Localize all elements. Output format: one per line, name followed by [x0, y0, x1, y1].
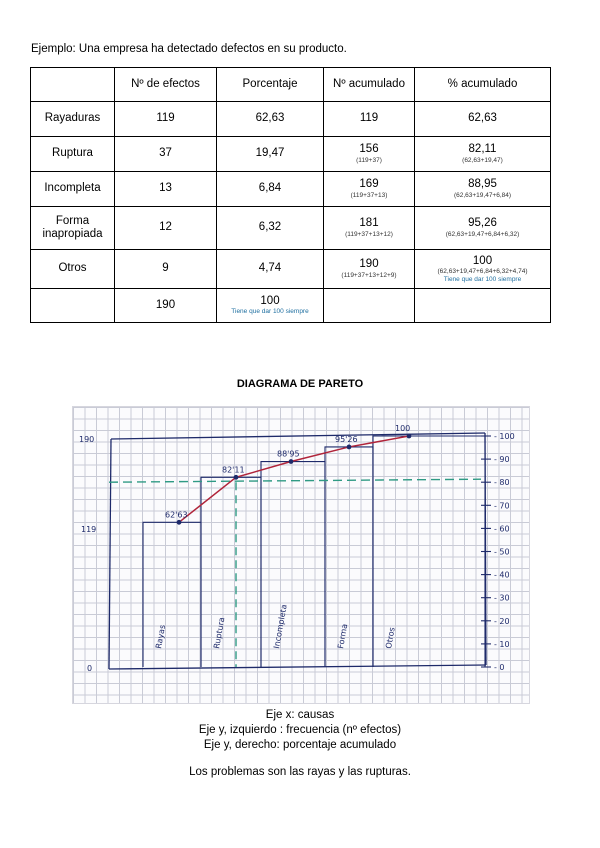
table-total-row [31, 289, 551, 323]
header-cell: Nº de efectos [115, 68, 217, 102]
bar-label: Ruptura [212, 616, 227, 650]
empty-cell [415, 289, 551, 323]
cum-cell [324, 137, 415, 172]
empty-cell [31, 289, 115, 323]
cause-cell: Otros [31, 250, 115, 289]
total-count-cell: 190 [115, 289, 217, 323]
table-row [31, 207, 551, 250]
pareto-diagram [72, 406, 530, 704]
empty-cell [324, 289, 415, 323]
cumulative-point [234, 475, 239, 480]
point-label: 62'63 [165, 510, 188, 520]
right-axis-label: - 90 [494, 455, 510, 465]
cumulative-point [289, 459, 294, 464]
header-cell [31, 68, 115, 102]
cumulative-point [407, 434, 412, 439]
table-row [31, 102, 551, 137]
right-axis-label: - 70 [494, 501, 510, 511]
cum-cell [324, 102, 415, 137]
table-row [31, 172, 551, 207]
cum-cell [324, 172, 415, 207]
diagram-title: DIAGRAMA DE PARETO [236, 378, 364, 390]
table-row [31, 137, 551, 172]
count-cell: 119 [115, 102, 217, 137]
right-axis-label: - 50 [494, 547, 510, 557]
cum-value: 156 [359, 143, 379, 156]
left-axis-label: 0 [87, 664, 93, 673]
total-pct-value: 100 [260, 294, 280, 307]
count-cell: 12 [115, 207, 217, 250]
right-axis-label: - 20 [494, 616, 510, 626]
pct-cell: 6,84 [217, 172, 324, 207]
cumulative-point [347, 445, 352, 450]
cum-value: 119 [359, 112, 379, 125]
bar-label: Otros [384, 626, 397, 650]
pareto-table [30, 67, 551, 323]
cause-cell: Ruptura [31, 137, 115, 172]
cumpct-formula: (62,63+19,47+6,84) [453, 191, 512, 199]
cause-cell: Rayaduras [31, 102, 115, 137]
cum-formula: (119+37+13) [350, 191, 388, 199]
axis-captions [0, 708, 600, 753]
bar-label: Forma [336, 623, 350, 650]
cumpct-value: 95,26 [468, 217, 497, 230]
left-axis-label: 119 [81, 525, 97, 534]
cumulative-point [177, 520, 182, 525]
cumpct-value: 62,63 [468, 112, 497, 125]
left-axis-label: 190 [79, 435, 95, 444]
count-cell: 37 [115, 137, 217, 172]
intro-text: Ejemplo: Una empresa ha detectado defectos en su producto. [31, 43, 347, 55]
right-axis-label: - 60 [494, 524, 510, 534]
header-cell: % acumulado [415, 68, 551, 102]
x-axis-line [109, 665, 486, 669]
point-label: 100 [395, 424, 411, 433]
point-label: 82'11 [222, 465, 245, 475]
header-cell: Porcentaje [217, 68, 324, 102]
cumpct-value: 82,11 [468, 143, 497, 156]
total-pct-note: Tiene que dar 100 siempre [231, 308, 309, 316]
cumulative-points [165, 424, 411, 525]
pct-cell: 19,47 [217, 137, 324, 172]
cum-value: 169 [359, 178, 379, 191]
cum-cell [324, 207, 415, 250]
header-cell: Nº acumulado [324, 68, 415, 102]
cumpct-cell [415, 172, 551, 207]
caption-y-left: Eje y, izquierdo : frecuencia (nº efectos) [198, 723, 402, 736]
right-axis-label: - 40 [494, 570, 510, 580]
cumpct-formula: (62,63+19,47) [462, 156, 503, 164]
count-cell: 13 [115, 172, 217, 207]
right-axis-label: - 10 [494, 639, 510, 649]
cum-formula: (119+37+13+12+9) [341, 271, 397, 279]
point-label: 88'95 [277, 449, 300, 459]
cumpct-note: Tiene que dar 100 siempre [443, 275, 522, 283]
pct-cell: 4,74 [217, 250, 324, 289]
cumpct-cell [415, 250, 551, 289]
bar-label: Rayas [154, 624, 168, 650]
cumpct-formula: (62,63+19,47+6,84+6,32+4,74) [437, 267, 528, 275]
point-label: 95'26 [335, 434, 358, 444]
pct-cell: 6,32 [217, 207, 324, 250]
pareto-bars [143, 436, 485, 667]
cum-formula: (119+37+13+12) [345, 230, 393, 238]
cumpct-value: 100 [472, 254, 493, 267]
cum-cell [324, 250, 415, 289]
cumpct-value: 88,95 [468, 178, 497, 191]
table-row [31, 250, 551, 289]
right-axis-label: - 80 [494, 478, 510, 488]
bar-rayas [143, 522, 201, 667]
cumpct-formula: (62,63+19,47+6,84+6,32) [445, 230, 520, 238]
left-axis-line [109, 439, 111, 669]
pct-cell: 62,63 [217, 102, 324, 137]
pareto-chart-svg [73, 407, 529, 703]
right-axis-label: - 0 [494, 663, 505, 672]
cum-value: 190 [359, 258, 379, 271]
count-cell: 9 [115, 250, 217, 289]
cumpct-cell [415, 137, 551, 172]
conclusion-text: Los problemas son las rayas y las rupturas. [189, 766, 411, 778]
cumpct-cell [415, 207, 551, 250]
table-header-row [31, 68, 551, 102]
bar-incompleta [261, 462, 325, 667]
cause-cell: Forma inapropiada [31, 207, 115, 250]
bar-ruptura [201, 477, 261, 667]
cumpct-cell [415, 102, 551, 137]
cum-value: 181 [359, 217, 379, 230]
cause-cell: Incompleta [31, 172, 115, 207]
cum-formula: (119+37) [356, 156, 382, 164]
bar-label: Incompleta [272, 603, 289, 650]
reference-80-line [109, 479, 481, 482]
caption-y-right: Eje y, derecho: porcentaje acumulado [203, 738, 397, 751]
total-pct-cell [217, 289, 324, 323]
right-axis-label: - 30 [494, 593, 510, 603]
right-axis-label: - 100 [494, 432, 515, 441]
caption-x: Eje x: causas [265, 709, 335, 721]
